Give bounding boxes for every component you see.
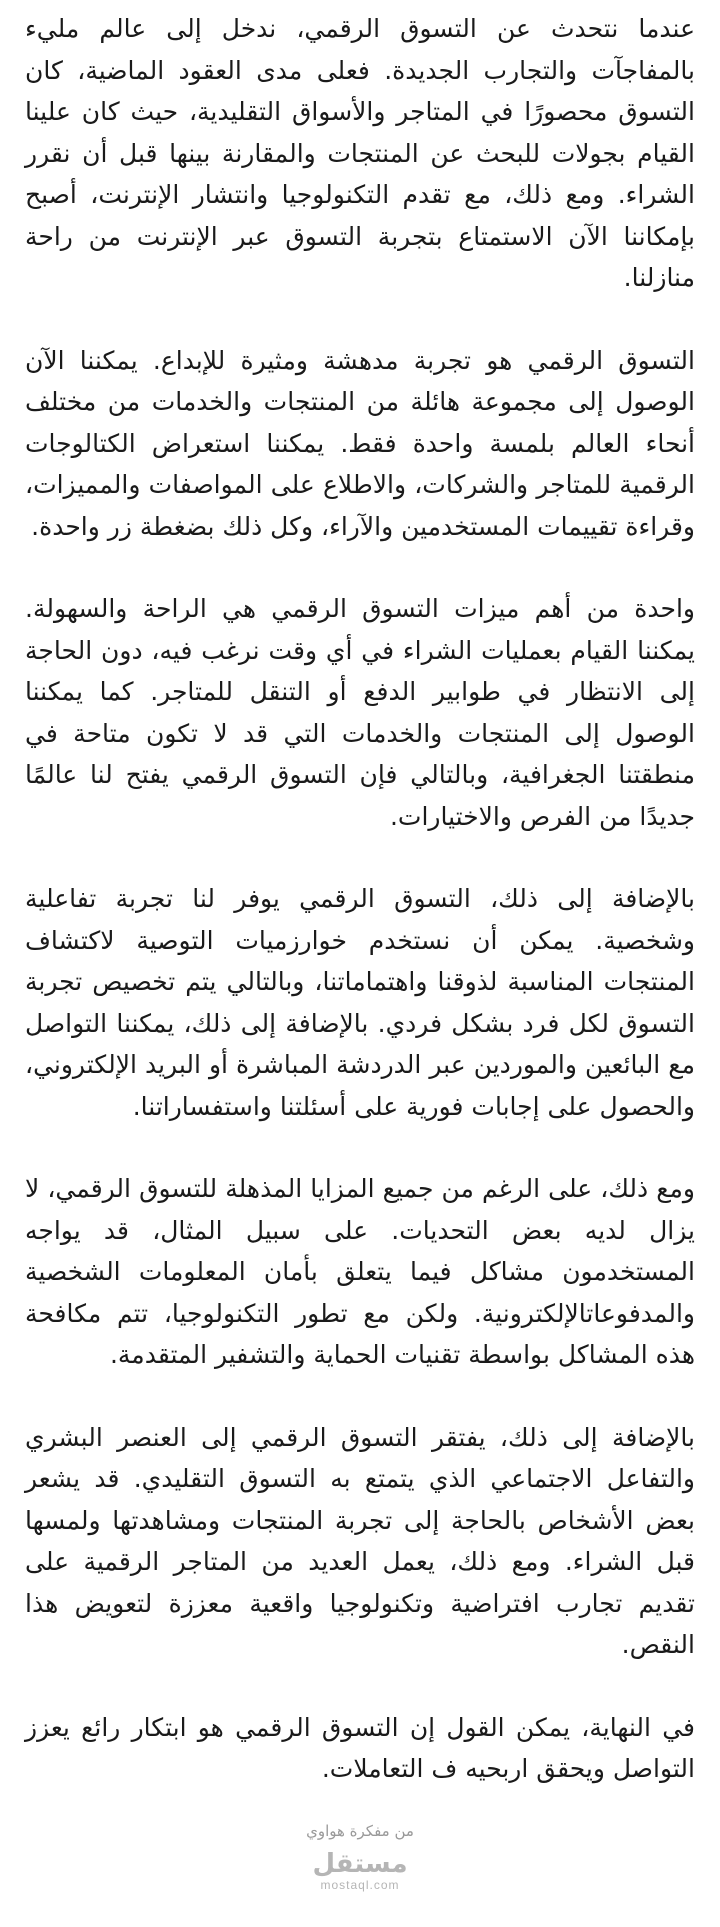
brand-logo	[312, 1850, 407, 1892]
paragraph-personalization: بالإضافة إلى ذلك، التسوق الرقمي يوفر لنا تجربة تفاعلية وشخصية. يمكن أن نستخدم خوارزميات التوصية لاكتشاف المنتجات المناسبة لذوقنا واهتماماتنا، وبالتالي يتم تخصيص تجربة التسوق لكل فرد بشكل فردي. بالإضافة إلى ذلك، يمكننا التواصل مع البائعين والموردين عبر الدردشة المباشرة أو البريد الإلكتروني، والحصول على إجابات فورية على أسئلتنا واستفساراتنا.	[25, 884, 695, 1121]
paragraph-human-element: بالإضافة إلى ذلك، يفتقر التسوق الرقمي إلى العنصر البشري والتفاعل الاجتماعي الذي يتمتع به التسوق التقليدي. قد يشعر بعض الأشخاص بالحاجة إلى تجربة المنتجات ومشاهدتها ولمسها قبل الشراء. ومع ذلك، يعمل العديد من المتاجر الرقمية على تقديم تجارب افتراضية وتكنولوجيا واقعية معززة لتعويض هذا النقص.	[25, 1422, 695, 1659]
brand-domain: mostaql.com	[320, 1878, 400, 1892]
paragraph-convenience: واحدة من أهم ميزات التسوق الرقمي هي الراحة والسهولة. يمكننا القيام بعمليات الشراء في أي وقت نرغب فيه، دون الحاجة إلى الانتظار في طوابير الدفع أو التنقل للمتاجر. كما يمكننا الوصول إلى المنتجات والخدمات التي قد لا تكون متاحة في منطقتنا الجغرافية، وبالتالي فإن التسوق الرقمي يفتح لنا عالمًا جديدًا من الفرص والاختيارات.	[25, 594, 695, 831]
paragraph-intro: عندما نتحدث عن التسوق الرقمي، ندخل إلى عالم مليء بالمفاجآت والتجارب الجديدة. فعلى مدى العقود الماضية، كان التسوق محصورًا في المتاجر والأسواق التقليدية، حيث كان علينا القيام بجولات للبحث عن المنتجات والمقارنة بينها قبل أن نقرر الشراء. ومع ذلك، مع تقدم التكنولوجيا وانتشار الإنترنت، أصبح بإمكاننا الآن الاستمتاع بتجربة التسوق عبر الإنترنت من راحة منازلنا.	[25, 14, 695, 292]
paragraph-challenges: ومع ذلك، على الرغم من جميع المزايا المذهلة للتسوق الرقمي، لا يزال لديه بعض التحديات. على سبيل المثال، قد يواجه المستخدمون مشاكل فيما يتعلق بأمان المعلومات الشخصية والمدفوعاتالإلكترونية. ولكن مع تطور التكنولوجيا، تتم مكافحة هذه المشاكل بواسطة تقنيات الحماية والتشفير المتقدمة.	[25, 1174, 695, 1369]
source-note: من مفكرة هواوي	[306, 1822, 414, 1840]
paragraph-conclusion: في النهاية، يمكن القول إن التسوق الرقمي هو ابتكار رائع يعزز التواصل ويحقق اربحيه ف التعاملات.	[25, 1712, 695, 1783]
brand-name: مستقل	[312, 1849, 408, 1879]
paragraph-experience: التسوق الرقمي هو تجربة مدهشة ومثيرة للإبداع. يمكننا الآن الوصول إلى مجموعة هائلة من المنتجات والخدمات من مختلف أنحاء العالم بلمسة واحدة فقط. يمكننا استعراض الكتالوجات الرقمية للمتاجر والشركات، والاطلاع على المواصفات والمميزات، وقراءة تقييمات المستخدمين والآراء، وكل ذلك بضغطة زر واحدة.	[25, 345, 695, 541]
page-footer	[0, 1822, 720, 1893]
